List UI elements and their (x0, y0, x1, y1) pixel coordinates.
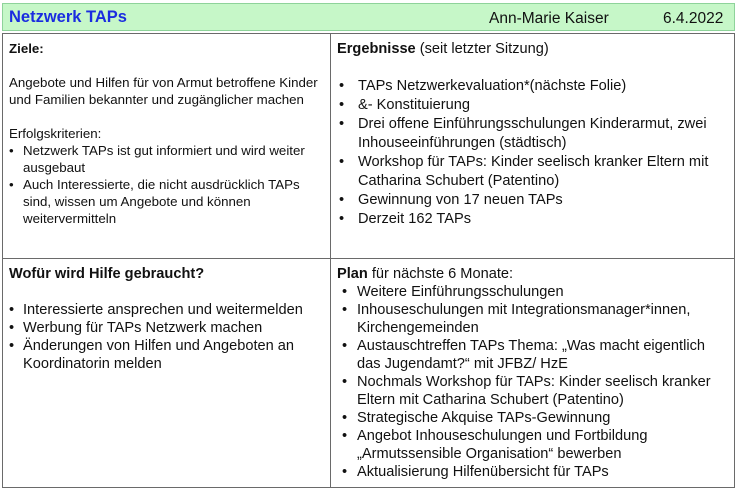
list-item: • Strategische Akquise TAPs-Gewinnung (342, 410, 611, 426)
list-item: • Aktualisierung Hilfenübersicht für TAPs (342, 464, 609, 480)
date-label: 6.4.2022 (663, 10, 724, 27)
page-title: Netzwerk TAPs (9, 8, 127, 26)
list-item: • Gewinnung von 17 neuen TAPs (339, 192, 563, 208)
list-item: • Angebot Inhouseschulungen und Fortbildung „Armutssensible Organisation“ bewerben (342, 428, 648, 462)
list-item: • Weitere Einführungsschulungen (342, 284, 564, 300)
list-item: • Inhouseschulungen mit Integrationsmanager*innen, Kirchengemeinden (342, 302, 691, 336)
results-cell (330, 33, 735, 259)
list-item: • Austauschtreffen TAPs Thema: „Was macht eigentlich das Jugendamt?“ mit JFBZ/ HzE (342, 338, 705, 372)
help-heading: Wofür wird Hilfe gebraucht? (9, 266, 205, 282)
list-item: • TAPs Netzwerkevaluation*(nächste Folie) (339, 78, 627, 94)
criteria-list (9, 142, 324, 227)
goals-text: Angebote und Hilfen für von Armut betroffene Kinder und Familien bekannter und zugänglicher machen (9, 75, 318, 107)
list-item: • Werbung für TAPs Netzwerk machen (9, 320, 263, 336)
list-item: • Netzwerk TAPs ist gut informiert und wird weiter ausgebaut (9, 143, 305, 175)
plan-cell (330, 258, 735, 488)
list-item: • Workshop für TAPs: Kinder seelisch kranker Eltern mit Catharina Schubert (Patentino) (339, 154, 709, 189)
plan-list (337, 283, 728, 481)
list-item: • Interessierte ansprechen und weitermelden (9, 302, 303, 318)
results-heading: Ergebnisse (seit letzter Sitzung) (337, 41, 549, 57)
list-item: • &- Konstituierung (339, 97, 470, 113)
criteria-label: Erfolgskriterien: (9, 126, 102, 141)
list-item: • Änderungen von Hilfen und Angeboten an Koordinatorin melden (9, 338, 295, 372)
plan-heading: Plan für nächste 6 Monate: (337, 266, 514, 282)
help-list (9, 301, 324, 373)
header-bar (2, 3, 735, 31)
results-list (337, 77, 728, 229)
list-item: • Nochmals Workshop für TAPs: Kinder seelisch kranker Eltern mit Catharina Schubert (Patentino) (342, 374, 711, 408)
list-item: • Drei offene Einführungsschulungen Kinderarmut, zwei Inhouseeinführungen (städtisch) (339, 116, 707, 151)
list-item: • Derzeit 162 TAPs (339, 211, 472, 227)
list-item: • Auch Interessierte, die nicht ausdrücklich TAPs sind, wissen um Angebote und können weitervermitteln (9, 177, 300, 226)
help-cell (2, 258, 331, 488)
goals-heading: Ziele: (9, 41, 44, 56)
goals-cell (2, 33, 331, 259)
author-name: Ann-Marie Kaiser (489, 10, 609, 27)
